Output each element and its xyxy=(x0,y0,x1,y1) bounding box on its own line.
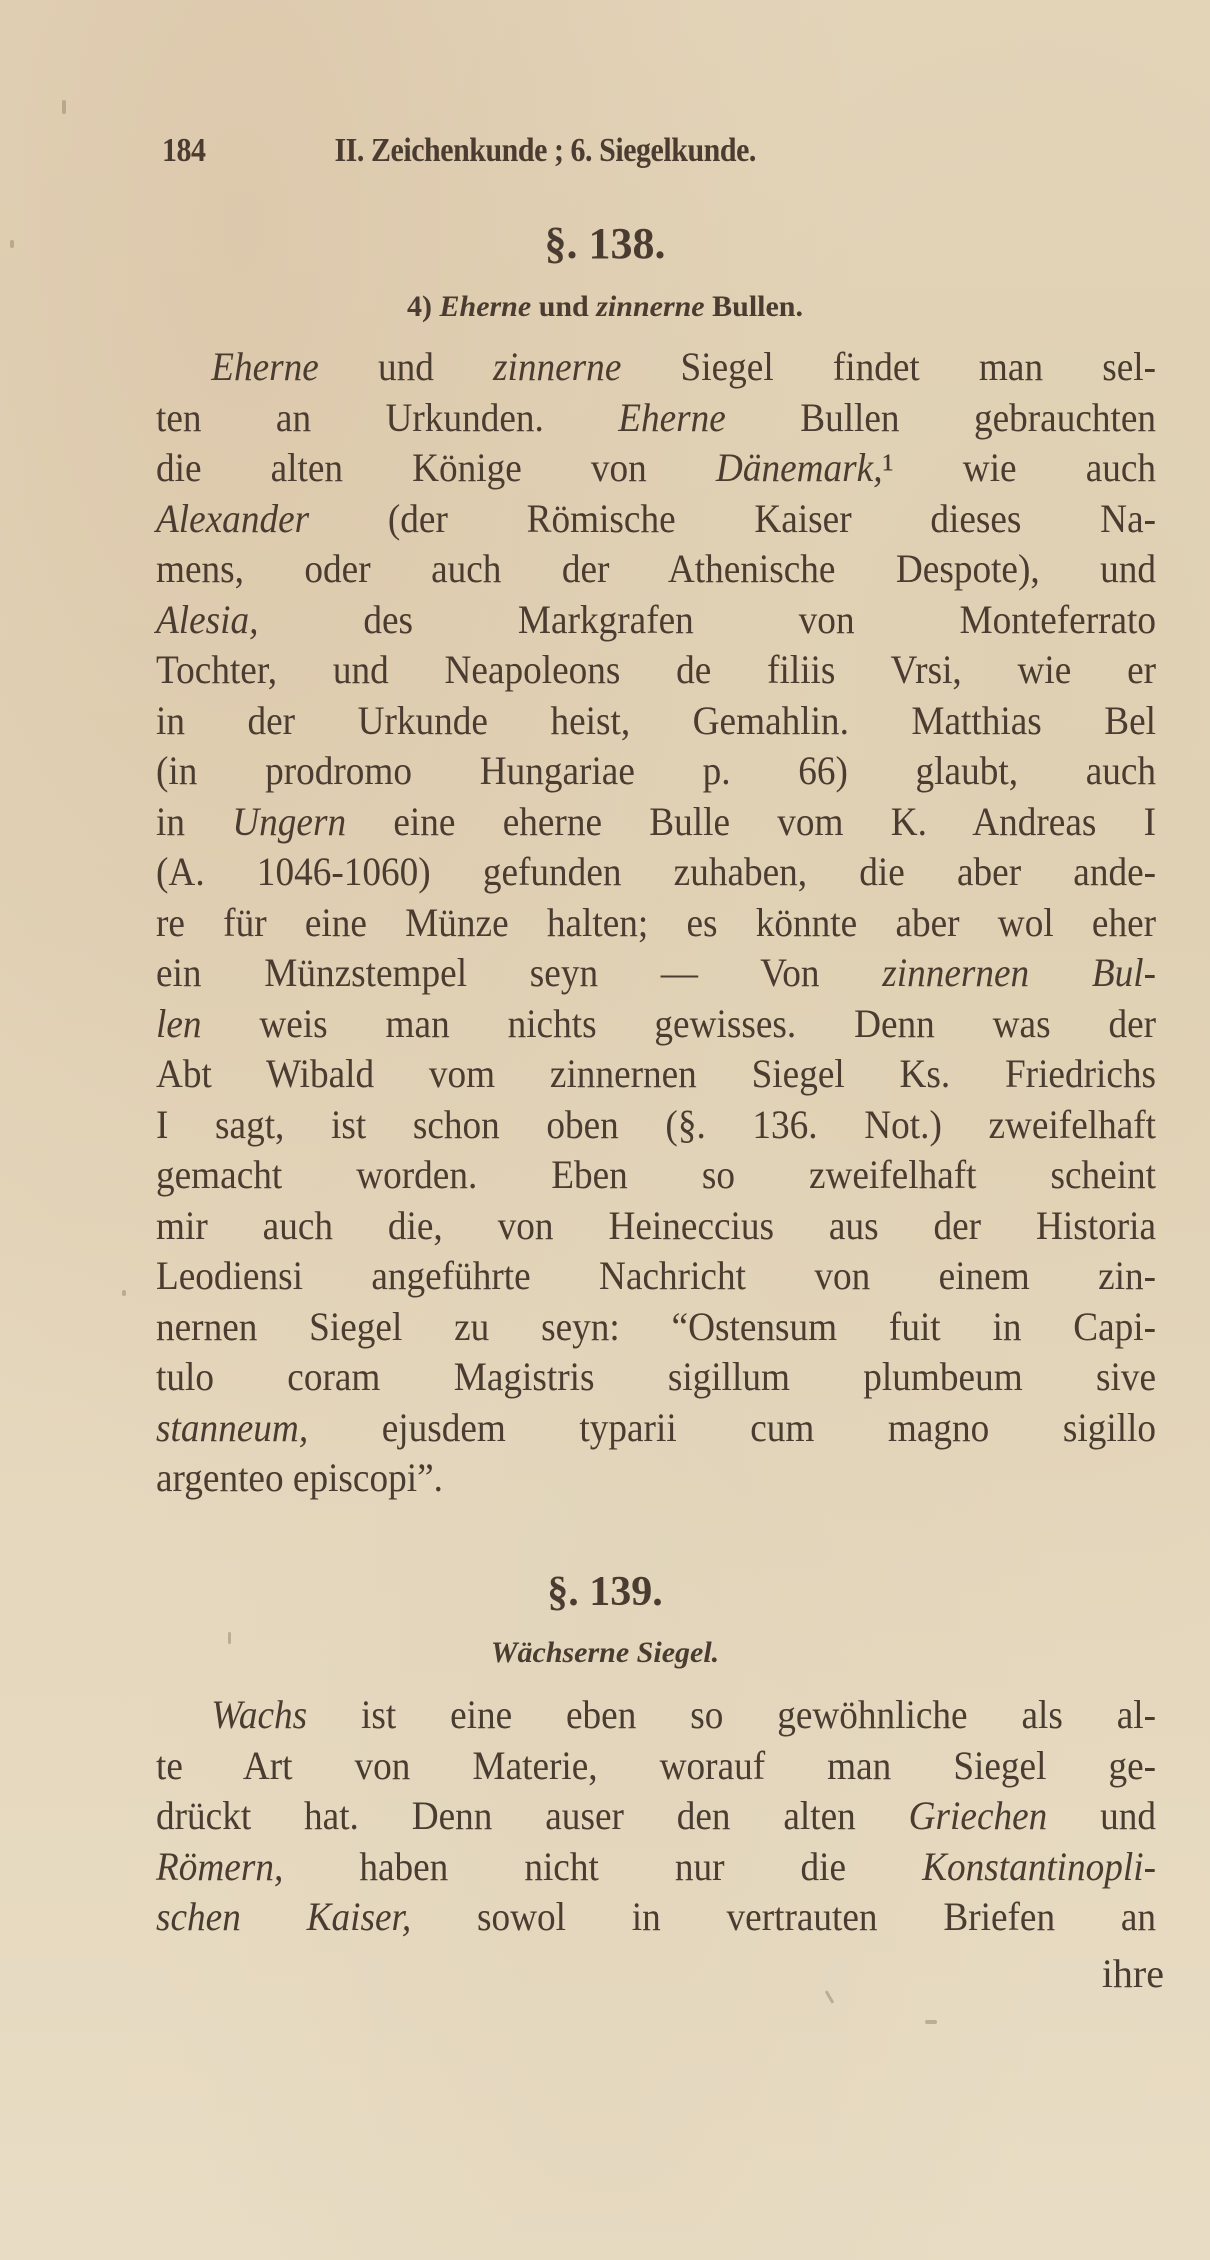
text-run: (A. 1046-1060) gefunden zuhaben, die aber ande- xyxy=(156,849,1157,894)
text-run: ist eine eben so gewöhnliche als al- xyxy=(307,1692,1157,1737)
italic-run: Konstantinopli- xyxy=(922,1843,1157,1889)
italic-run: len xyxy=(156,1000,202,1046)
text-line xyxy=(156,1150,1156,1201)
text-line xyxy=(156,1403,1156,1454)
paragraph-section-138 xyxy=(156,342,1156,1504)
text-line xyxy=(156,595,1156,646)
text-line xyxy=(156,1100,1156,1151)
text-line xyxy=(156,1842,1156,1893)
text-run: in der Urkunde heist, Gemahlin. Matthias Bel xyxy=(156,697,1157,743)
text-line xyxy=(156,746,1156,797)
text-line xyxy=(156,1892,1156,1943)
text-line xyxy=(156,443,1156,494)
paper-speck xyxy=(122,1290,126,1296)
text-run: und xyxy=(318,344,494,389)
text-line xyxy=(156,1453,1156,1504)
text-run: weis man nichts gewisses. Denn was der xyxy=(201,1000,1157,1046)
text-run: Siegel findet man sel- xyxy=(621,344,1157,389)
page-number: 184 xyxy=(162,132,206,169)
paper-speck xyxy=(825,1990,835,2004)
text-run: ten an Urkunden. xyxy=(156,394,619,440)
italic-run: zinnernen Bul- xyxy=(882,950,1157,995)
running-head-title: II. Zeichenkunde ; 6. Siegelkunde. xyxy=(334,132,756,169)
text-run: te Art von Materie, worauf man Siegel ge- xyxy=(156,1742,1157,1788)
italic-run: Griechen xyxy=(908,1793,1048,1838)
italic-run: Eherne xyxy=(211,344,319,389)
text-run: nernen Siegel zu seyn: “Ostensum fuit in Capi- xyxy=(156,1303,1157,1349)
text-run: Bullen gebrauchten xyxy=(725,394,1157,440)
text-run: gemacht worden. Eben so zweifelhaft scheint xyxy=(156,1152,1157,1197)
text-line xyxy=(156,696,1156,747)
section-title-138 xyxy=(0,290,1210,324)
text-run: in xyxy=(156,798,233,844)
text-run: ein Münzstempel seyn — Von xyxy=(156,950,883,995)
text-run: die alten Könige von xyxy=(156,445,716,490)
running-head xyxy=(162,132,954,170)
italic-run: stanneum, xyxy=(156,1404,309,1450)
text-run: mens, oder auch der Athenische Despote), und xyxy=(156,546,1157,591)
text-run: Abt Wibald vom zinnernen Siegel Ks. Friedrichs xyxy=(156,1051,1157,1096)
text-run: I sagt, ist schon oben (§. 136. Not.) zweifelhaft xyxy=(156,1101,1157,1147)
text-run: Leodiensi angeführte Nachricht von einem zin- xyxy=(156,1253,1157,1298)
text-run: tulo coram Magistris sigillum plumbeum sive xyxy=(156,1354,1157,1399)
paper-speck xyxy=(62,100,66,114)
text-run: des Markgrafen von Monteferrato xyxy=(258,596,1157,642)
text-line xyxy=(156,544,1156,595)
text-run: mir auch die, von Heineccius aus der Historia xyxy=(156,1202,1157,1248)
text-line xyxy=(156,645,1156,696)
title-part: Wächserne Siegel. xyxy=(490,1636,720,1669)
text-line xyxy=(156,898,1156,949)
title-part: Bullen. xyxy=(704,290,803,323)
italic-run: Römern, xyxy=(156,1843,284,1889)
text-line xyxy=(156,1049,1156,1100)
text-line xyxy=(156,393,1156,444)
paper-speck xyxy=(10,240,14,248)
paper-speck xyxy=(228,1632,231,1644)
text-run: Tochter, und Neapoleons de filiis Vrsi, wie er xyxy=(156,647,1157,692)
text-line xyxy=(156,1741,1156,1792)
italic-run: Ungern xyxy=(232,798,347,844)
title-part: zinnerne xyxy=(596,290,705,323)
text-run: eine eherne Bulle vom K. Andreas I xyxy=(346,798,1157,844)
text-line xyxy=(156,999,1156,1050)
text-run: (der Römische Kaiser dieses Na- xyxy=(309,495,1157,541)
text-run: haben nicht nur die xyxy=(283,1843,923,1889)
italic-run: zinnerne xyxy=(493,344,622,389)
text-line xyxy=(156,797,1156,848)
text-line xyxy=(156,847,1156,898)
italic-run: schen Kaiser, xyxy=(156,1894,412,1939)
text-line xyxy=(156,494,1156,545)
text-run: und xyxy=(1047,1793,1157,1838)
italic-run: Wachs xyxy=(211,1692,308,1737)
text-run: ejusdem typarii cum magno sigillo xyxy=(308,1404,1157,1450)
title-part: und xyxy=(531,290,597,323)
text-line xyxy=(156,1251,1156,1302)
text-run: re für eine Münze halten; es könnte aber wol eher xyxy=(156,899,1157,945)
italic-run: Dänemark, xyxy=(715,445,883,490)
paragraph-section-139 xyxy=(156,1690,1156,1943)
text-run: drückt hat. Denn auser den alten xyxy=(156,1793,909,1838)
text-run: ¹ wie auch xyxy=(882,445,1157,490)
italic-run: Eherne xyxy=(618,394,726,440)
text-line xyxy=(156,1690,1156,1741)
section-title-139 xyxy=(0,1636,1210,1670)
text-line xyxy=(156,1791,1156,1842)
title-part: Eherne xyxy=(439,290,532,323)
text-run: argenteo episcopi”. xyxy=(156,1455,443,1500)
catchword: ihre xyxy=(1101,1951,1164,1996)
text-line xyxy=(156,1302,1156,1353)
text-run: (in prodromo Hungariae p. 66) glaubt, auch xyxy=(156,748,1157,793)
paper-speck xyxy=(925,2020,937,2024)
italic-run: Alexander xyxy=(156,495,310,541)
text-run: sowol in vertrauten Briefen an xyxy=(411,1894,1157,1939)
text-line xyxy=(156,342,1156,393)
section-title-prefix: 4) xyxy=(407,290,440,323)
text-line xyxy=(156,1352,1156,1403)
section-number-139: §. 139. xyxy=(547,1569,663,1615)
text-line xyxy=(156,948,1156,999)
section-number-138: §. 138. xyxy=(544,219,666,268)
text-line xyxy=(156,1201,1156,1252)
italic-run: Alesia, xyxy=(156,596,259,642)
